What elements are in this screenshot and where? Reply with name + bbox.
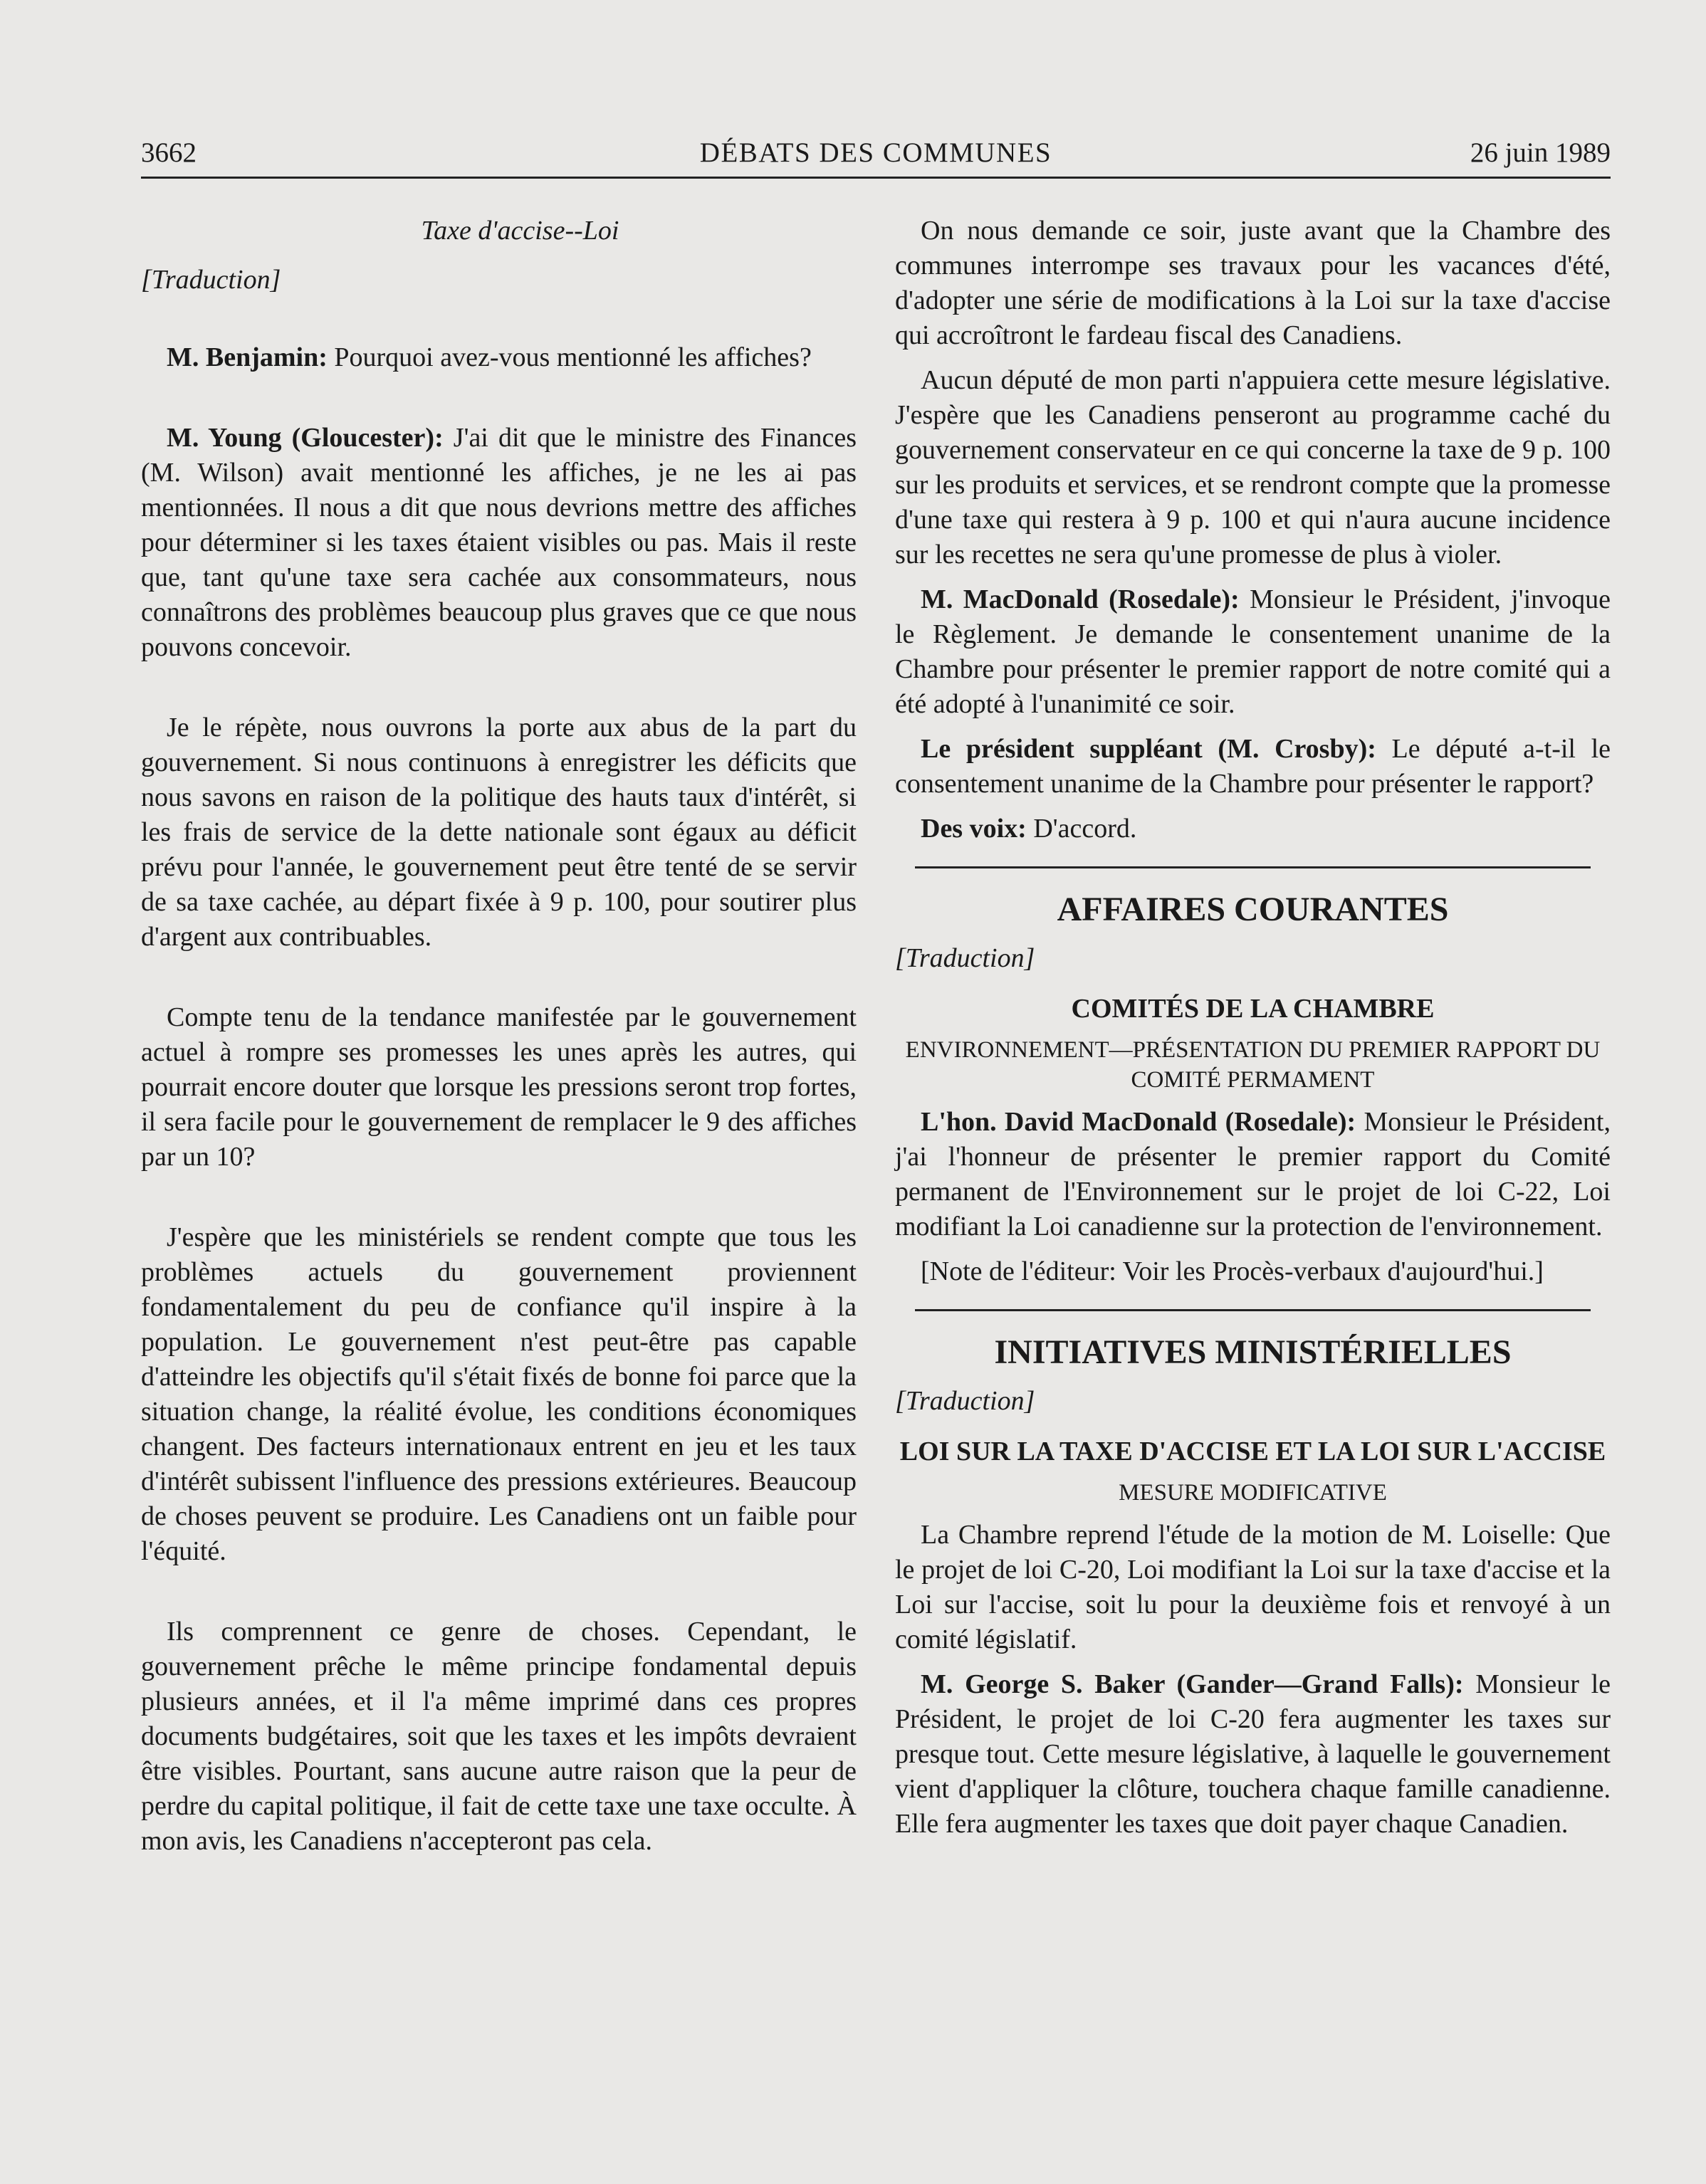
- speech-macdonald: [895, 582, 1611, 722]
- speech-text: D'accord.: [1026, 814, 1137, 844]
- speech-text: Pourquoi avez-vous mentionné les affiches?: [327, 342, 812, 372]
- speaker-name: Le président suppléant (M. Crosby):: [921, 734, 1376, 764]
- section-title: INITIATIVES MINISTÉRIELLES: [994, 1333, 1512, 1371]
- section-divider: [915, 866, 1591, 868]
- subsection-title: LOI SUR LA TAXE D'ACCISE ET LA LOI SUR L'ACCISE: [899, 1437, 1606, 1466]
- paragraph: Ils comprennent ce genre de choses. Cependant, le gouvernement prêche le même principe fondamental depuis plusieurs années, et il l'a même imprimé dans ces propres documents budgétaires, soit que les taxes et les impôts devraient être visibles. Pourtant, sans aucune autre raison que la peur de perdre du capital politique, il fait de cette taxe une taxe occulte. À mon avis, les Canadiens n'accepteront pas cela.: [141, 1617, 857, 1856]
- translation-marker: [Traduction]: [895, 1386, 1035, 1416]
- subsection-subtitle: ENVIRONNEMENT—PRÉSENTATION DU PREMIER RAPPORT DU COMITÉ PERMAMENT: [905, 1037, 1601, 1093]
- translation-marker: [Traduction]: [895, 943, 1035, 973]
- speech-text: Monsieur le Président, j'invoque le Règlement. Je demande le consentement unanime de la Chambre pour présenter le premier rapport de notre comité qui a été adopté à l'unanimité ce soir.: [895, 584, 1611, 719]
- left-column: [141, 214, 857, 1904]
- speech-text: J'ai dit que le ministre des Finances (M. Wilson) avait mentionné les affiches, je ne les ai pas mentionnées. Il nous a dit que nous devrions mettre des affiches pour déterminer si les taxes étaient visibles ou pas. Mais il reste que, tant qu'une taxe sera cachée aux consommateurs, nous connaîtrons des problèmes beaucoup plus graves que ce que nous pouvons concevoir.: [141, 423, 857, 662]
- speech-text: Monsieur le Président, le projet de loi C-20 fera augmenter les taxes sur presque tout. Cette mesure législative, à laquelle le gouvernement vient d'appliquer la clôture, touchera chaque famille canadienne. Elle fera augmenter les taxes que doit payer chaque Canadien.: [895, 1669, 1611, 1839]
- paragraph: On nous demande ce soir, juste avant que la Chambre des communes interrompe ses travaux pour les vacances d'été, d'adopter une série de modifications à la Loi sur la taxe d'accise qui accroîtront le fardeau fiscal des Canadiens.: [895, 216, 1611, 350]
- speech-text: Le député a-t-il le consentement unanime de la Chambre pour présenter le rapport?: [895, 734, 1611, 799]
- section-title: AFFAIRES COURANTES: [1057, 891, 1449, 928]
- speaker-name: M. Benjamin:: [167, 342, 328, 372]
- speech-text: Monsieur le Président, j'ai l'honneur de présenter le premier rapport du Comité permanent de l'Environnement sur le projet de loi C-22, Loi modifiant la Loi canadienne sur la protection de l'environnement.: [895, 1107, 1611, 1241]
- section-divider: [915, 1309, 1591, 1311]
- speaker-name: M. Young (Gloucester):: [167, 423, 444, 453]
- speech-david-macdonald: [895, 1105, 1611, 1244]
- paragraph: Aucun député de mon parti n'appuiera cette mesure législative. J'espère que les Canadiens penseront au programme caché du gouvernement conservateur en ce qui concerne la taxe de 9 p. 100 sur les produits et services, et se rendront compte que la promesse d'une taxe qui restera à 9 p. 100 et qui n'aura aucune incidence sur les recettes ne sera qu'une promesse de plus à violer.: [895, 365, 1611, 569]
- paragraph: J'espère que les ministériels se rendent compte que tous les problèmes actuels du gouvernement proviennent fondamentalement du peu de confiance qu'il inspire à la population. Le gouvernement n'est peut-être pas capable d'atteindre les objectifs qu'il s'était fixés de bonne foi parce que la situation change, la réalité évolue, les conditions économiques changent. Des facteurs internationaux entrent en jeu et les taux d'intérêt subissent l'influence des pressions extérieures. Beaucoup de choses peuvent se produire. Les Canadiens ont un faible pour l'équité.: [141, 1222, 857, 1566]
- paragraph: La Chambre reprend l'étude de la motion de M. Loiselle: Que le projet de loi C-20, Loi modifiant la Loi sur la taxe d'accise et la Loi sur l'accise, soit lu pour la deuxième fois et renvoyé à un comité législatif.: [895, 1520, 1611, 1654]
- speaker-name: Des voix:: [921, 814, 1027, 844]
- paragraph: Compte tenu de la tendance manifestée par le gouvernement actuel à rompre ses promesses les unes après les autres, qui pourrait encore douter que lorsque les pressions seront trop fortes, il sera facile pour le gouvernement de remplacer le 9 des affiches par un 10?: [141, 1002, 857, 1172]
- paragraph: Je le répète, nous ouvrons la porte aux abus de la part du gouvernement. Si nous continuons à enregistrer les déficits que nous savons en raison de la politique des hauts taux d'intérêt, si les frais de service de la dette nationale sont égaux au déficit prévu pour l'année, le gouvernement peut être tenté de se servir de sa taxe cachée, au départ fixée à 9 p. 100, pour soutirer plus d'argent aux contribuables.: [141, 713, 857, 952]
- page-number: 3662: [141, 137, 197, 168]
- speech-voices: [895, 812, 1611, 846]
- subsection-subtitle: MESURE MODIFICATIVE: [1119, 1480, 1387, 1506]
- running-subject: Taxe d'accise--Loi: [421, 216, 619, 246]
- publication-title: DÉBATS DES COMMUNES: [699, 137, 1052, 168]
- publication-date: 26 juin 1989: [1470, 137, 1611, 168]
- speaker-name: M. MacDonald (Rosedale):: [921, 584, 1240, 614]
- speaker-name: L'hon. David MacDonald (Rosedale):: [921, 1107, 1356, 1137]
- subsection-title: COMITÉS DE LA CHAMBRE: [1071, 994, 1435, 1024]
- right-column: [895, 214, 1611, 1852]
- speaker-name: M. George S. Baker (Gander—Grand Falls):: [921, 1669, 1464, 1699]
- speech-baker: [895, 1667, 1611, 1842]
- speech-benjamin: [141, 340, 857, 375]
- translation-marker: [Traduction]: [141, 265, 281, 295]
- page-header: [141, 137, 1611, 179]
- editor-note: [Note de l'éditeur: Voir les Procès-verbaux d'aujourd'hui.]: [921, 1256, 1544, 1286]
- speech-young: [141, 421, 857, 665]
- speech-crosby: [895, 732, 1611, 802]
